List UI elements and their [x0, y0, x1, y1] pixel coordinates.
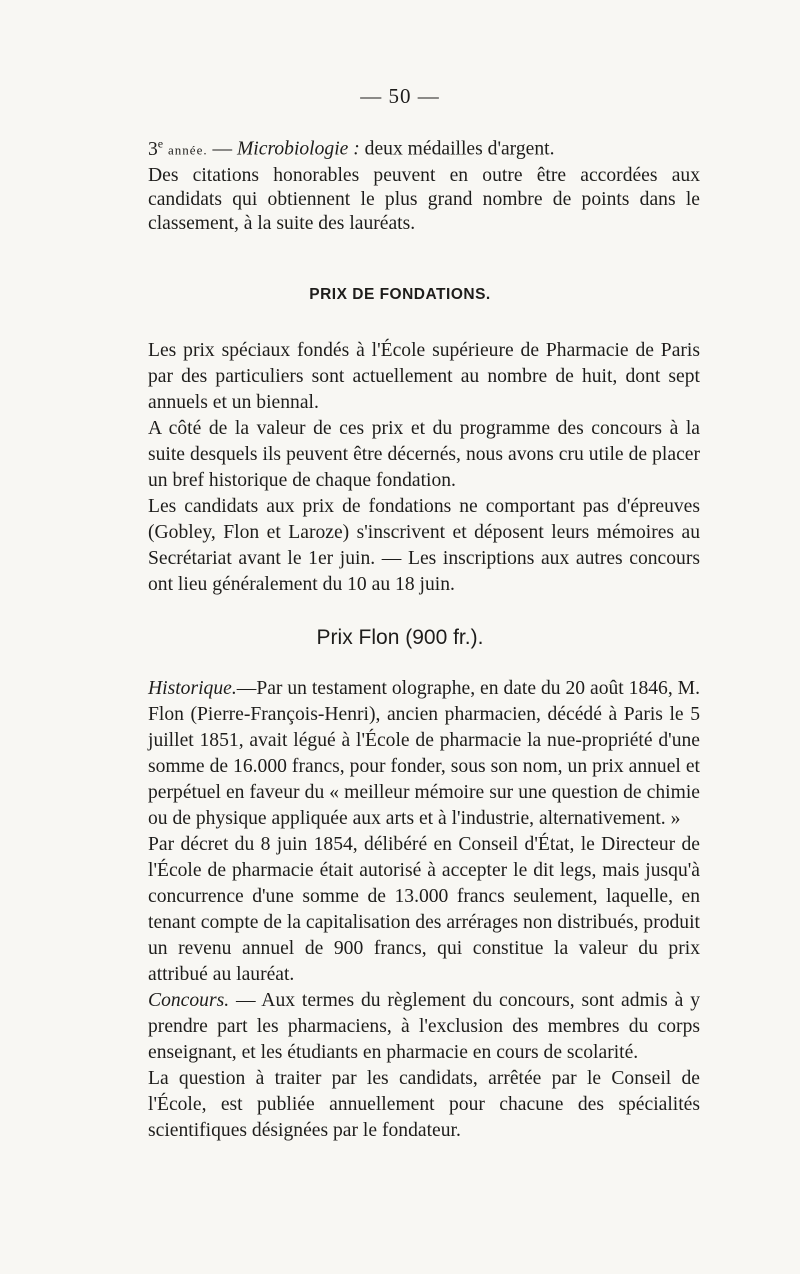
dash: —	[207, 138, 237, 160]
subject: Microbiologie :	[236, 138, 360, 160]
year-number: 3e	[148, 136, 164, 160]
citations-paragraph: Des citations honorables peuvent en outre être accordées aux candidats qui obtiennent le plus grand nombre de points dans le classement, à la suite des lauréats.	[148, 164, 700, 235]
year-word: année.	[168, 142, 208, 158]
fondations-paragraph-2: A côté de la valeur de ces prix et du programme des concours à la suite desquels ils peuvent être décernés, nous avons cru utile de placer un bref historique de chaque fondation.	[148, 418, 700, 491]
fondations-block	[148, 338, 700, 598]
question-paragraph: La question à traiter par les candidats, arrêtée par le Conseil de l'École, est publiée annuellement pour chacune des spécialités scientifiques désignées par le fondateur.	[148, 1068, 700, 1141]
historique-text: —Par un testament olographe, en date du 20 août 1846, M. Flon (Pierre-François-Henri), ancien pharmacien, décédé à Paris le 5 juillet 1851, avait légué à l'École de pharmacie la nue-propriété d'une somme de 16.000 francs, pour fonder, sous son nom, un prix annuel et perpétuel en faveur du « meilleur mémoire sur une question de chimie ou de physique appliquée aux arts et à l'industrie, alternativement. »	[148, 678, 700, 829]
concours-paragraph	[148, 988, 700, 1066]
page-number: — 50 —	[360, 84, 440, 108]
historique-paragraph	[148, 676, 700, 832]
decret-paragraph: Par décret du 8 juin 1854, délibéré en Conseil d'État, le Directeur de l'École de pharmacie était autorisé à accepter le dit legs, mais jusqu'à concurrence d'une somme de 13.000 francs seulement, laquelle, en tenant compte de la capitalisation des arrérages non distribués, produit un revenu annuel de 900 francs, qui constitue la valeur du prix attribué au lauréat.	[148, 834, 700, 985]
historique-label: Historique.	[148, 678, 237, 699]
fondations-paragraph-3: Les candidats aux prix de fondations ne comportant pas d'épreuves (Gobley, Flon et Laroze) s'inscrivent et déposent leurs mémoires au Secrétariat avant le 1er juin. — Les inscriptions aux autres concours ont lieu généralement du 10 au 18 juin.	[148, 496, 700, 595]
flon-heading: Prix Flon (900 fr.).	[316, 626, 484, 649]
fondations-paragraph-1: Les prix spéciaux fondés à l'École supérieure de Pharmacie de Paris par des particuliers sont actuellement au nombre de huit, dont sept annuels et un biennal.	[148, 340, 700, 413]
section-heading: PRIX DE FONDATIONS.	[309, 286, 491, 303]
year-line	[148, 130, 700, 164]
concours-text: — Aux termes du règlement du concours, sont admis à y prendre part les pharmaciens, à l'exclusion des membres du corps enseignant, et les étudiants en pharmacie en cours de scolarité.	[148, 990, 700, 1063]
concours-label: Concours.	[148, 990, 230, 1011]
flon-block	[148, 676, 700, 1144]
award: deux médailles d'argent.	[359, 138, 555, 160]
intro-block	[148, 130, 700, 237]
